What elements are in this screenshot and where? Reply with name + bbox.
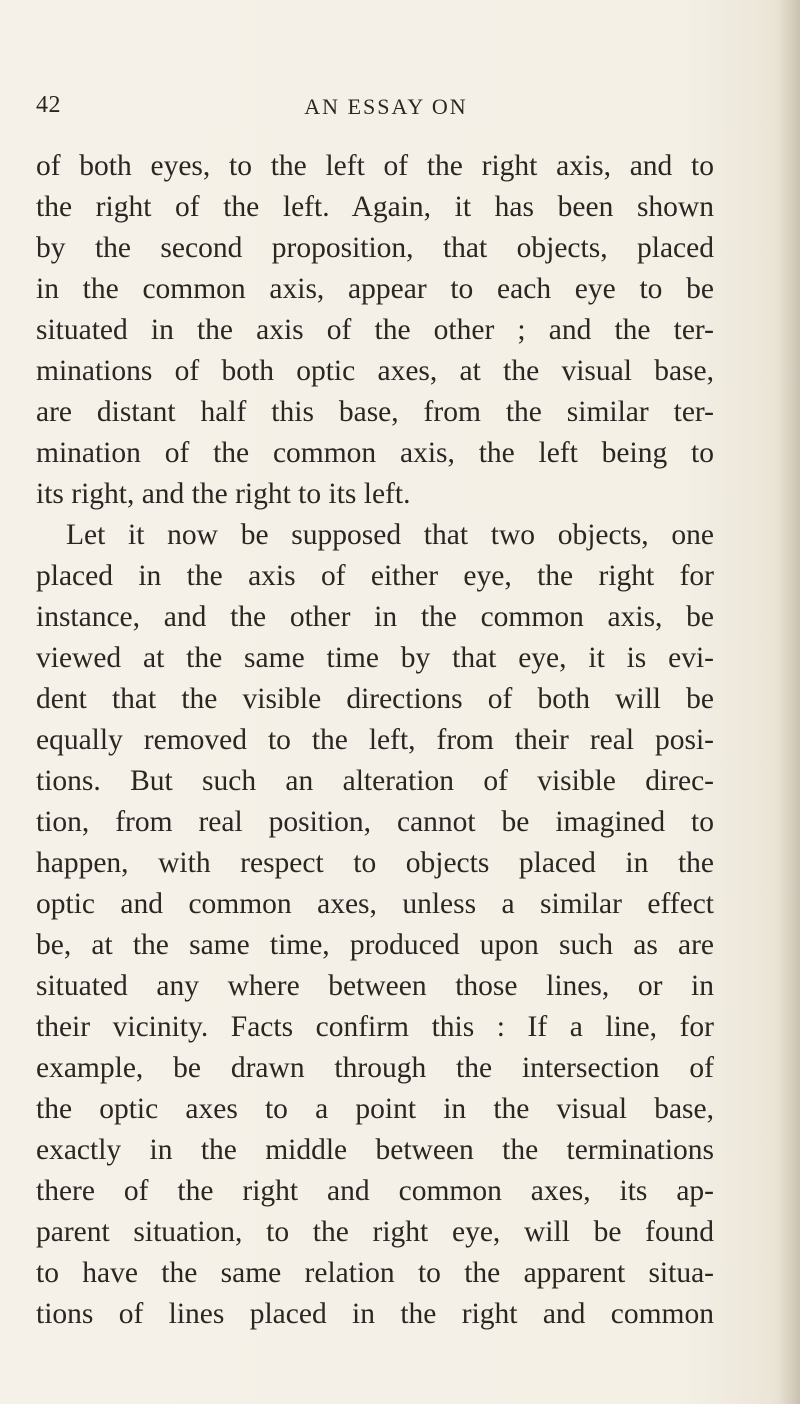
gutter-shadow xyxy=(778,0,800,1404)
text-line: of both eyes, to the left of the right axis, and to xyxy=(36,150,714,182)
text-line: equally removed to the left, from their real posi- xyxy=(36,724,714,756)
text-line: are distant half this base, from the similar ter- xyxy=(36,396,714,428)
text-line: parent situation, to the right eye, will be found xyxy=(36,1216,714,1248)
text-line: tions. But such an alteration of visible direc- xyxy=(36,765,714,797)
text-line: optic and common axes, unless a similar effect xyxy=(36,888,714,920)
text-line: their vicinity. Facts confirm this : If a line, for xyxy=(36,1011,714,1043)
body-text xyxy=(36,146,714,1335)
text-line: to have the same relation to the apparent situa- xyxy=(36,1257,714,1289)
text-line: the optic axes to a point in the visual base, xyxy=(36,1093,714,1125)
text-line: mination of the common axis, the left being to xyxy=(36,437,714,469)
text-line: its right, and the right to its left. xyxy=(36,478,411,510)
text-line: tion, from real position, cannot be imagined to xyxy=(36,806,714,838)
text-line: by the second proposition, that objects, placed xyxy=(36,232,714,264)
text-line: situated in the axis of the other ; and the ter- xyxy=(36,314,714,346)
text-line: happen, with respect to objects placed in the xyxy=(36,847,714,879)
text-line: there of the right and common axes, its ap- xyxy=(36,1175,714,1207)
running-head xyxy=(36,92,676,132)
text-line: dent that the visible directions of both will be xyxy=(36,683,714,715)
text-line: tions of lines placed in the right and common xyxy=(36,1298,714,1330)
text-line: exactly in the middle between the terminations xyxy=(36,1134,714,1166)
text-line: example, be drawn through the intersection of xyxy=(36,1052,714,1084)
text-line: viewed at the same time by that eye, it is evi- xyxy=(36,642,714,674)
text-line: be, at the same time, produced upon such as are xyxy=(36,929,714,961)
text-line: minations of both optic axes, at the visual base, xyxy=(36,355,714,387)
text-line: placed in the axis of either eye, the right for xyxy=(36,560,714,592)
text-line: situated any where between those lines, or in xyxy=(36,970,714,1002)
text-line: the right of the left. Again, it has been shown xyxy=(36,191,714,223)
running-title: AN ESSAY ON xyxy=(304,94,468,119)
text-line: Let it now be supposed that two objects, one xyxy=(66,519,714,551)
text-line: instance, and the other in the common axis, be xyxy=(36,601,714,633)
text-line: in the common axis, appear to each eye to be xyxy=(36,273,714,305)
page-number: 42 xyxy=(36,92,61,118)
